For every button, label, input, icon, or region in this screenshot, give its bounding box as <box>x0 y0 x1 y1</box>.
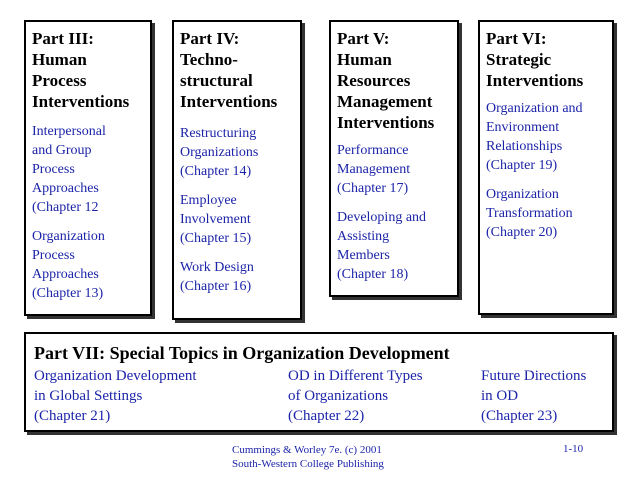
part-vii-title: Part VII: Special Topics in Organization Development <box>34 343 450 363</box>
part-iv-item: Employee Involvement (Chapter 15) <box>180 193 252 246</box>
part-v-item: Developing and Assisting Members (Chapter 18) <box>337 210 427 282</box>
part-vii-topic: Organization Development in Global Settings (Chapter 21) <box>34 368 197 424</box>
part-iv-box <box>172 20 302 320</box>
part-iii-title: Part III: Human Process Interventions <box>32 29 130 111</box>
part-iii-item: Organization Process Approaches (Chapter 13) <box>32 229 105 301</box>
part-iv-item: Work Design (Chapter 16) <box>180 260 254 294</box>
part-vii-topic: OD in Different Types of Organizations (Chapter 22) <box>288 368 423 424</box>
part-vi-item: Organization and Environment Relationships (Chapter 19) <box>486 101 583 173</box>
part-iii-item: Interpersonal and Group Process Approaches (Chapter 12 <box>32 124 106 215</box>
part-vi-item: Organization Transformation (Chapter 20) <box>486 187 573 240</box>
part-v-title: Part V: Human Resources Management Interventions <box>337 29 435 132</box>
footer-credit: Cummings & Worley 7e. (c) 2001 South-Western College Publishing <box>232 444 384 470</box>
part-vii-topic: Future Directions in OD (Chapter 23) <box>481 368 587 424</box>
page-number: 1-10 <box>563 443 584 455</box>
part-vii-box <box>24 332 614 432</box>
part-iii-box <box>24 20 152 316</box>
part-vi-title: Part VI: Strategic Interventions <box>486 29 584 90</box>
part-iv-item: Restructuring Organizations (Chapter 14) <box>180 126 259 179</box>
part-iv-title: Part IV: Techno- structural Interventions <box>180 29 278 111</box>
part-v-box <box>329 20 459 297</box>
part-v-item: Performance Management (Chapter 17) <box>337 143 411 196</box>
part-vi-box <box>478 20 614 315</box>
